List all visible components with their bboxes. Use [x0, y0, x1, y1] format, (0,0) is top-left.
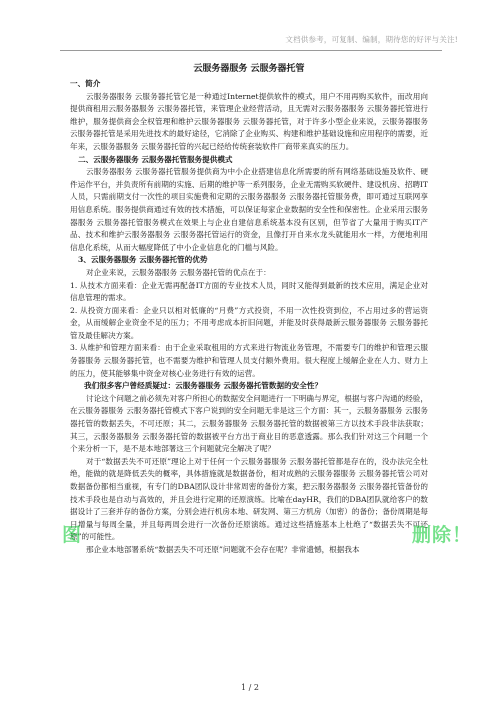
- paragraph: 对于“数据丢失不可还原”理论上对于任何一个云服务器服务 云服务器托管都是存在的，没办法完全杜绝，能做的就是降低丢失的概率，具体措施就是数据备份，相对成熟的云服务器服务 云服务器托管公司对数据备份都相当重视，有专门的DBA团队设计非常周密的备份方案，把云服务器服务 云服务器托管备份的技术手段也是自动与高效的，并且会进行定期的还原演练。比喻在dayHR，我们的DBA团队就给客户的数据设计了三套并存的备份方案，分别会进行机房本地、研发网、第三方机房（加密）的备份；备份周期是每日增量与每周全量，并且每两周会进行一次备份还原演练。通过这些措施基本上杜绝了“数据丢失不可还原”的可能性。: [70, 456, 428, 542]
- paragraph: 对企业来说，云服务器服务 云服务器托管的优点在于：: [86, 267, 271, 277]
- section-heading-intro: 一、简介: [70, 79, 101, 88]
- header-note: 文档供参考，可复制、编制，期待您的好评与关注!: [285, 35, 458, 44]
- document-body: [70, 60, 428, 557]
- numbered-item: 3. 从维护和管理方面来看：由于企业采取租用的方式来进行物流业务管理，不需要专门的维护和管理云服务器服务 云服务器托管，也不需要为维护和管理人员支付额外费用。很大程度上缓解企业在人力、财力上的压力，使其能够集中资金对核心业务进行有效的运营。: [70, 343, 428, 378]
- numbered-item: 2. 从投资方面来看：企业只以相对低廉的“月费”方式投资，不用一次性投资到位，不占用过多的营运资金，从而缓解企业资金不足的压力；不用考虑成本折旧问题，并能及时获得最新云服务器服务 云服务器托管及最佳解决方案。: [70, 305, 428, 340]
- numbered-item: 1. 从技术方面来看：企业无需再配备IT方面的专业技术人员，同时又能得到最新的技术应用，满足企业对信息管理的需求。: [70, 280, 428, 303]
- paragraph: 讨论这个问题之前必须先对客户所担心的数据安全问题进行一下明确与界定，根据与客户沟通的经验，在云服务器服务 云服务器托管模式下客户说到的安全问题无非是这三个方面：其一，云服务器服务 云服务器托管的数据丢失，不可还原；其二，云服务器服务 云服务器托管的数据被第三方以技术手段非法获取；其三，云服务器服务 云服务器托管的数据被平台方出于商业目的恶意透露。那么我们针对这三个问题一个个来分析一下，是不是本地部署这三个问题就完全解决了呢？: [70, 393, 428, 454]
- paragraph: 云服务器服务 云服务器托管服务提供商为中小企业搭建信息化所需要的所有网络基础设施及软件、硬件运作平台，并负责所有前期的实施、后期的维护等一系列服务，企业无需购买软硬件、建设机房、招聘IT人员，只需前期支付一次性的项目实施费和定期的云服务器服务 云服务器托管服务费，即可通过互联网享用信息系统。服务提供商通过有效的技术措施，可以保证每家企业数据的安全性和保密性。企业采用云服务器服务 云服务器托管服务模式在效果上与企业自建信息系统基本没有区别，但节省了大量用于购买IT产品、技术和维护云服务器服务 云服务器托管运行的资金，且像打开自来水龙头就能用水一样，方便地利用信息化系统，从而大幅度降低了中小企业信息化的门槛与风险。: [70, 167, 428, 252]
- page-number: 1 / 2: [241, 683, 259, 692]
- section-heading-advantages: 3、云服务器服务 云服务器托管的优势: [78, 255, 208, 265]
- document-title: 云服务器服务 云服务器托管: [193, 64, 305, 74]
- watermark-right-text: 删除！: [412, 524, 473, 546]
- paragraph: 云服务器服务 云服务器托管它是一种通过Internet提供软件的模式，用户不用再购买软件，而改用向提供商租用云服务器服务 云服务器托管，来管理企业经营活动，且无需对云服务器服务 云服务器托管进行维护，服务提供商会全权管理和维护云服务器服务 云服务器托管，对于许多小型企业来说，云服务器服务 云服务器托管是采用先进技术的最好途径，它消除了企业购买、构建和维护基础设施和应用程序的需要，近年来，云服务器服务 云服务器托管的兴起已经给传统套装软件厂商带来真实的压力。: [70, 91, 428, 151]
- section-heading-security: 我们很多客户曾经质疑过：云服务器服务 云服务器托管数据的安全性？: [84, 381, 323, 391]
- header-divider: [60, 50, 442, 51]
- section-heading-service-model: 二、云服务器服务 云服务器托管服务提供模式: [78, 154, 233, 164]
- watermark-left-text: 图: [62, 524, 83, 546]
- paragraph: 那企业本地部署系统“数据丢失不可还原”问题就不会存在呢？非常遗憾，根据我本: [86, 544, 360, 554]
